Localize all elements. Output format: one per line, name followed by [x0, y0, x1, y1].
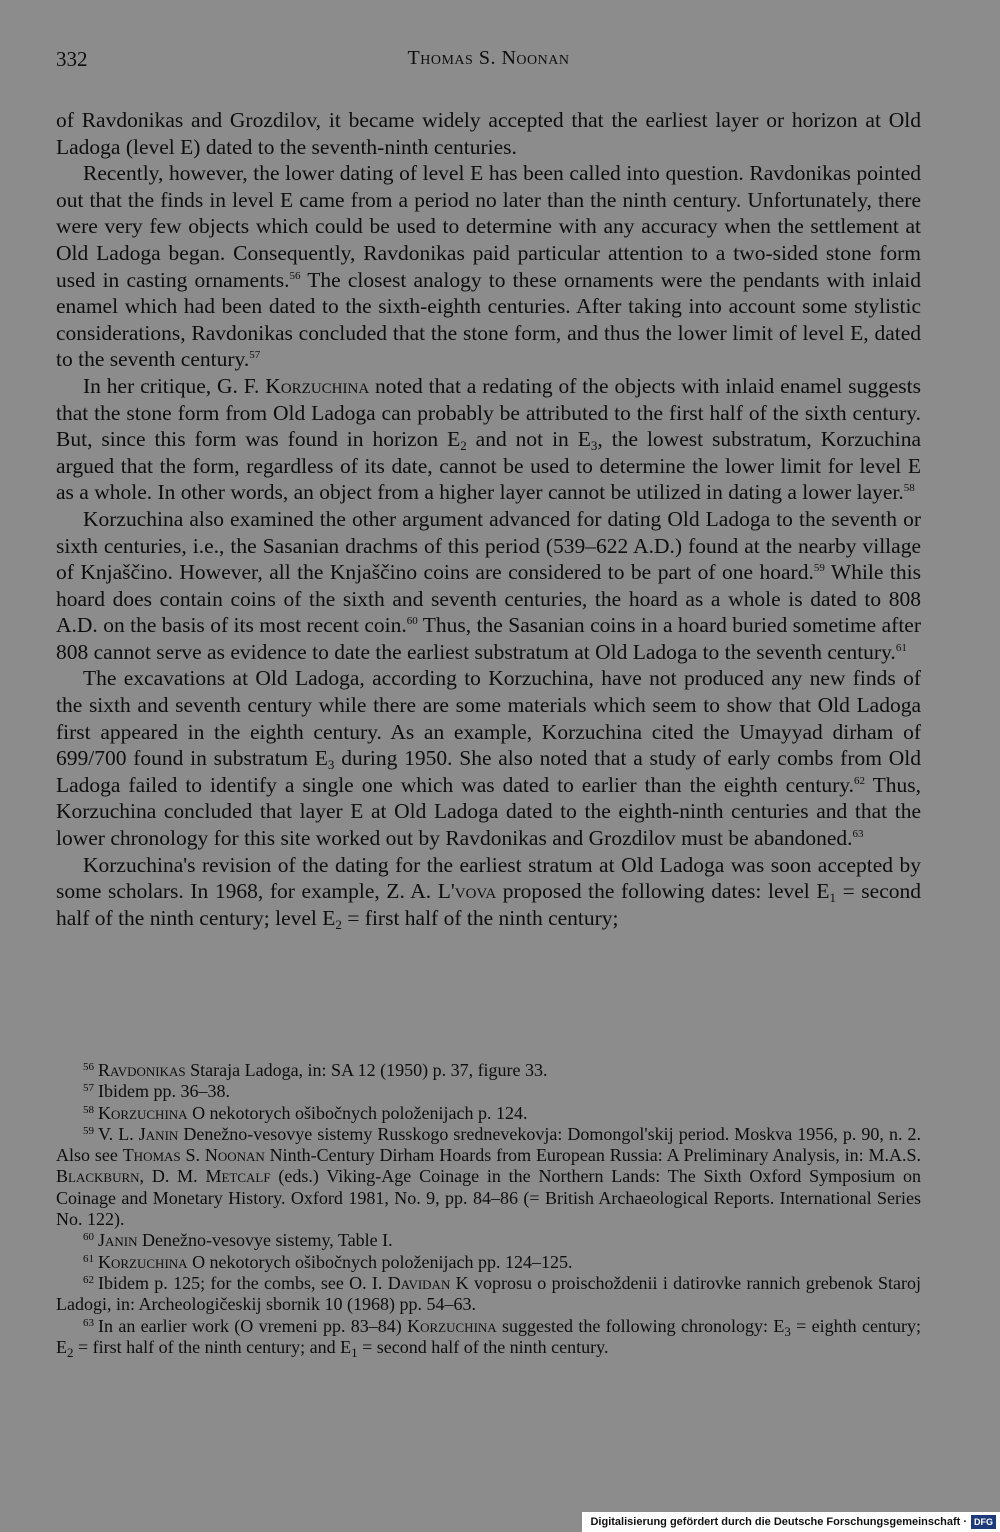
- author-name: Korzuchina: [98, 1102, 188, 1123]
- footnote-62: [56, 1273, 921, 1316]
- subscript: 2: [460, 438, 467, 454]
- text-run: Ibidem pp. 36–38.: [98, 1081, 230, 1102]
- text-run: Staraja Ladoga, in: SA 12 (1950) p. 37, figure 33.: [185, 1060, 548, 1080]
- paragraph: [56, 852, 921, 932]
- running-head: Thomas S. Noonan: [407, 47, 570, 69]
- text-run: , the lowest substratum, Korzuchina argued that the form, regardless of its date, cannot be used to determine the lower limit for level E as a whole. In other words, an object from a higher layer cannot be utilized in dating a lower layer.: [56, 427, 922, 505]
- footnote-number: 57: [83, 1082, 94, 1095]
- author-name: Korzuchina: [407, 1315, 497, 1336]
- body-text: [56, 107, 921, 931]
- text-run: O nekotorych ošibočnych položenijach pp. 124–125.: [187, 1251, 573, 1272]
- page-number: 332: [56, 47, 88, 71]
- text-run: The closest analogy to these ornaments were the pendants with inlaid enamel which had been dated to the sixth-eighth centuries. After taking into account some stylistic considerations, Ravdonikas concluded that the stone form, and thus the lower limit of level E, dated to the seventh century.: [56, 267, 921, 372]
- footnote-number: 62: [83, 1273, 94, 1286]
- author-name: Janin: [138, 1123, 179, 1144]
- footnote-ref: 63: [852, 828, 864, 841]
- author-name: Metcalf: [205, 1166, 271, 1187]
- text-run: While this hoard does contain coins of the sixth and seventh centuries, the hoard as a whole is dated to 808 A.D. on the basis of its most recent coin.: [56, 560, 921, 638]
- footer-credit: Digitalisierung gefördert durch die Deutsche Forschungsgemeinschaft ·: [590, 1516, 967, 1528]
- text-run: Korzuchina also examined the other argument advanced for dating Old Ladoga to the seventh or sixth centuries, i.e., the Sasanian drachms of this period (539–622 A.D.) found at the nearby village of Knjaščino. However, all the Knjaščino coins are considered to be part of one hoard.: [56, 506, 921, 585]
- text-run: Thus, Korzuchina concluded that layer E at Old Ladoga dated to the eighth-ninth centuries and that the lower chronology for this site worked out by Ravdonikas and Grozdilov must be abandoned.: [56, 772, 921, 851]
- text-run: Recently, however, the lower dating of level E has been called into question. Ravdonikas pointed out that the finds in level E came from a period no later than the ninth century. Unfortunately, there were very few objects which could be used to determine with any accuracy when the settlement at Old Ladoga began. Consequently, Ravdonikas paid particular attention to a two-sided stone form used in casting ornaments.: [56, 161, 921, 292]
- text-run: In her critique, G. F.: [83, 373, 266, 398]
- footnote-59: [56, 1124, 921, 1230]
- subscript: 1: [351, 1344, 358, 1360]
- text-run: In an earlier work (O vremeni pp. 83–84): [98, 1315, 408, 1336]
- footnote-ref: 60: [406, 615, 418, 628]
- text-run: The excavations at Old Ladoga, according to Korzuchina, have not produced any new finds of the sixth and seventh century while there are some materials which seem to show that Old Ladoga first appeared in the eighth century. As an example, Korzuchina cited the Umayyad dirham of 699/700 found in substratum E: [56, 666, 921, 771]
- text-run: proposed the following dates: level E: [496, 879, 830, 904]
- author-name: Blackburn: [56, 1166, 140, 1187]
- footnote-57: [56, 1081, 921, 1102]
- subscript: 3: [784, 1323, 791, 1339]
- footnote-number: 59: [83, 1124, 94, 1137]
- footnote-number: 61: [83, 1252, 94, 1265]
- paragraph: [56, 160, 921, 373]
- text-run: Ninth-Century Dirham Hoards from European Russia: A Preliminary Analysis, in: M.A.S.: [264, 1145, 921, 1166]
- subscript: 3: [590, 438, 598, 454]
- subscript: 2: [335, 916, 342, 932]
- footnote-60: [56, 1230, 921, 1251]
- text-run: K voprosu o proischoždenii i datirovke rannich grebenok Staroj Ladogi, in: Archeologičeskij sbornik 10 (1968) pp. 54–63.: [56, 1272, 922, 1315]
- text-run: = first half of the ninth century;: [341, 905, 619, 930]
- author-name: Korzuchina: [265, 373, 370, 398]
- footnote-63: [56, 1316, 921, 1359]
- text-run: noted that a redating of the objects with inlaid enamel suggests that the stone form from Old Ladoga can probably be attributed to the first half of the sixth century. But, since this form was found in horizon E: [56, 373, 921, 452]
- footnote-56: [56, 1060, 921, 1081]
- text-run: Denežno-vesovye sistemy Russkogo srednevekovja: Domongol'skij period. Moskva 1956, p. 90, n. 2. Also see: [56, 1123, 921, 1166]
- text-run: O nekotorych ošibočnych položenijach p. 124.: [187, 1102, 528, 1123]
- text-run: = first half of the ninth century; and E: [73, 1336, 352, 1357]
- text-run: (eds.) Viking-Age Coinage in the Northern Lands: The Sixth Oxford Symposium on Coinage and Monetary History. Oxford 1981, No. 9, pp. 84–86 (= British Archaeological Reports. International Series No. 122).: [56, 1166, 921, 1230]
- footnote-number: 60: [83, 1231, 94, 1244]
- paragraph: [56, 107, 921, 160]
- author-name: Ravdonikas: [98, 1060, 186, 1080]
- digitization-footer: [582, 1512, 1000, 1532]
- subscript: 2: [67, 1344, 74, 1360]
- paragraph: [56, 506, 921, 666]
- footnote-ref: 62: [854, 774, 866, 787]
- footnote-number: 58: [83, 1103, 94, 1116]
- text-run: = eighth century; E: [56, 1315, 921, 1357]
- paragraph: [56, 373, 921, 506]
- author-name: Thomas S. Noonan: [122, 1145, 265, 1166]
- footnote-61: [56, 1252, 921, 1273]
- footnote-ref: 61: [895, 641, 907, 654]
- text-run: Denežno-vesovye sistemy, Table I.: [137, 1230, 393, 1251]
- footnotes: [56, 1060, 921, 1358]
- text-run: = second half of the ninth century.: [357, 1336, 609, 1357]
- paragraph: [56, 665, 921, 851]
- author-name: Davidan: [387, 1272, 451, 1293]
- author-name: L'vova: [437, 879, 497, 904]
- footnote-number: 63: [83, 1316, 94, 1329]
- footnote-ref: 58: [903, 482, 915, 495]
- text-run: Korzuchina's revision of the dating for the earliest stratum at Old Ladoga was soon accepted by some scholars. In 1968, for example, Z. A.: [56, 852, 921, 904]
- text-run: = second half of the ninth century; level E: [56, 879, 921, 930]
- subscript: 1: [829, 890, 836, 906]
- footnote-ref: 59: [813, 562, 825, 575]
- dfg-logo: DFG: [971, 1515, 996, 1529]
- text-run: and not in E: [466, 427, 591, 452]
- footnote-58: [56, 1103, 921, 1124]
- author-name: Korzuchina: [98, 1251, 188, 1272]
- subscript: 3: [327, 757, 335, 773]
- page-header: [56, 47, 921, 77]
- text-run: Thus, the Sasanian coins in a hoard buried sometime after 808 cannot serve as evidence to date the earliest substratum at Old Ladoga to the seventh century.: [56, 613, 921, 664]
- text-run: suggested the following chronology: E: [496, 1315, 785, 1336]
- text-run: Ibidem p. 125; for the combs, see O. I.: [98, 1272, 388, 1293]
- footnote-ref: 56: [289, 269, 301, 282]
- text-run: during 1950. She also noted that a study of early combs from Old Ladoga failed to identify a single one which was dated to earlier than the eighth century.: [56, 746, 921, 797]
- footnote-number: 56: [83, 1061, 94, 1073]
- author-name: Janin: [98, 1230, 138, 1251]
- text-run: of Ravdonikas and Grozdilov, it became widely accepted that the earliest layer or horizon at Old Ladoga (level E) dated to the seventh-ninth centuries.: [56, 108, 921, 159]
- footnote-ref: 57: [249, 349, 261, 362]
- text-run: , D. M.: [139, 1166, 206, 1187]
- text-run: V. L.: [98, 1123, 139, 1144]
